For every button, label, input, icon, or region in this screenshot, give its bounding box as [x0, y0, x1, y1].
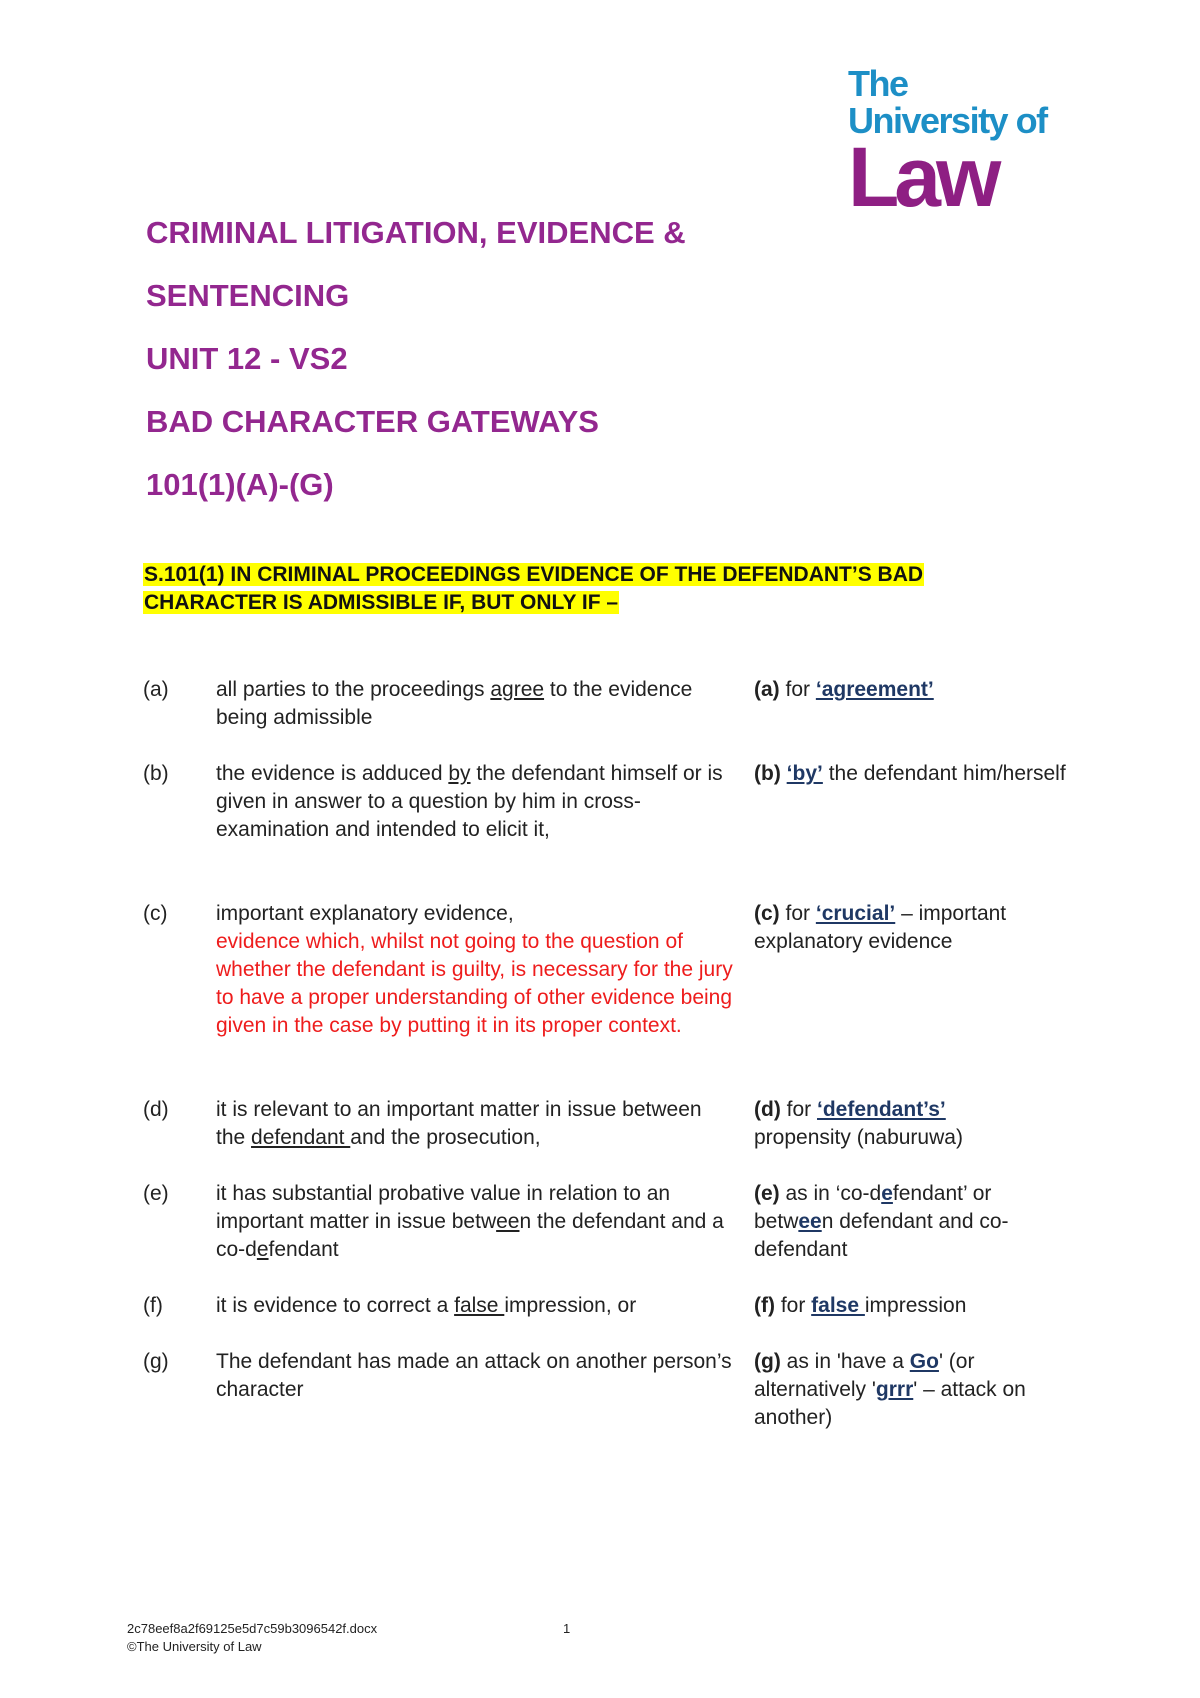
- gateway-row-e: [143, 1180, 1073, 1292]
- gateway-letter: (g): [143, 1350, 169, 1373]
- text-part: important explanatory evidence,: [216, 902, 514, 925]
- text-underlined: e: [256, 1238, 269, 1261]
- mnemonic-key: ‘by’: [786, 762, 823, 785]
- gateway-text: [216, 1348, 736, 1404]
- gateway-list: [143, 676, 1073, 1432]
- gateway-text: [216, 1180, 736, 1264]
- mnemonic-part: for: [779, 678, 816, 701]
- mnemonic-part: n defendant and co-defendant: [754, 1210, 1009, 1261]
- gateway-mnemonic: [754, 760, 1074, 788]
- gateway-row-c: [143, 900, 1073, 1096]
- text-underlined: ee: [496, 1210, 520, 1233]
- gateway-mnemonic: [754, 1180, 1074, 1264]
- text-part: the defendant himself or is given in answer to a question by him in cross-examination and intended to elicit it,: [216, 762, 723, 841]
- gateway-letter: (e): [143, 1182, 169, 1205]
- gateway-mnemonic: [754, 1348, 1074, 1432]
- text-part: impression, or: [504, 1294, 637, 1317]
- mnemonic-part: as in ‘co-d: [779, 1182, 882, 1205]
- mnemonic-part: fendant’ or betw: [754, 1182, 992, 1233]
- university-of-law-logo: [848, 63, 1047, 224]
- title-line-2: SENTENCING: [146, 278, 350, 313]
- gateway-letter: (c): [143, 902, 168, 925]
- title-line-1: CRIMINAL LITIGATION, EVIDENCE &: [146, 215, 686, 250]
- page-footer: [127, 1620, 571, 1656]
- heading-line-1: S.101(1) IN CRIMINAL PROCEEDINGS EVIDENCE OF THE DEFENDANT’S BAD: [144, 563, 924, 586]
- mnemonic-label: (b): [754, 762, 781, 785]
- footer-filename: 2c78eef8a2f69125e5d7c59b3096542f.docx: [127, 1621, 378, 1636]
- text-underlined: false: [454, 1294, 505, 1317]
- mnemonic-label: (a): [754, 678, 780, 701]
- gateway-text: [216, 760, 736, 844]
- text-underlined: defendant: [251, 1126, 351, 1149]
- mnemonic-key: grrr: [875, 1378, 914, 1401]
- mnemonic-part: as in 'have a: [780, 1350, 910, 1373]
- mnemonic-key: ‘defendant’s’: [817, 1098, 946, 1121]
- gateway-letter: (a): [143, 678, 169, 701]
- text-part: it is evidence to correct a: [216, 1294, 455, 1317]
- text-part: and the prosecution,: [350, 1126, 541, 1149]
- title-line-3: UNIT 12 - VS2: [146, 341, 348, 376]
- page-number: 1: [563, 1621, 571, 1636]
- gateway-letter: (d): [143, 1098, 169, 1121]
- mnemonic-part: ' (or alternatively ': [754, 1350, 975, 1401]
- text-part: to the evidence being admissible: [216, 678, 693, 729]
- logo-university-of: University of: [848, 100, 1047, 141]
- gateway-row-f: [143, 1292, 1073, 1348]
- title-line-4: BAD CHARACTER GATEWAYS: [146, 404, 599, 439]
- gateway-mnemonic: [754, 1096, 1074, 1152]
- text-part: it has substantial probative value in relation to an important matter in issue betw: [216, 1182, 671, 1233]
- gateway-row-b: [143, 760, 1073, 900]
- mnemonic-label: (c): [754, 902, 780, 925]
- mnemonic-label: (f): [754, 1294, 775, 1317]
- mnemonic-key: e: [881, 1182, 893, 1205]
- gateway-row-d: [143, 1096, 1073, 1180]
- text-underlined: agree: [490, 678, 545, 701]
- mnemonic-label: (d): [754, 1098, 781, 1121]
- gateway-mnemonic: [754, 676, 1074, 704]
- footer-copyright: ©The University of Law: [127, 1639, 262, 1654]
- gateway-text: [216, 1292, 736, 1320]
- gateway-text: [216, 1096, 736, 1152]
- logo-the: The: [848, 63, 908, 104]
- mnemonic-part: for: [780, 1098, 818, 1121]
- mnemonic-key: false: [811, 1294, 865, 1317]
- mnemonic-label: (e): [754, 1182, 780, 1205]
- section-heading: [143, 561, 1073, 617]
- mnemonic-key: ee: [798, 1210, 822, 1233]
- gateway-text: [216, 900, 736, 1040]
- heading-line-2: CHARACTER IS ADMISSIBLE IF, BUT ONLY IF –: [144, 591, 619, 614]
- document-title: [146, 216, 686, 531]
- gateway-text: [216, 676, 736, 732]
- mnemonic-part: the defendant him/herself: [822, 762, 1066, 785]
- gateway-row-g: [143, 1348, 1073, 1432]
- mnemonic-part: ' – attack on another): [754, 1378, 1026, 1429]
- mnemonic-key: Go: [909, 1350, 939, 1373]
- text-part: all parties to the proceedings: [216, 678, 491, 701]
- gateway-mnemonic: [754, 1292, 1074, 1320]
- mnemonic-part: impression: [864, 1294, 967, 1317]
- gateway-letter: (b): [143, 762, 169, 785]
- gateway-letter: (f): [143, 1294, 163, 1317]
- text-part: n the defendant and a co-d: [216, 1210, 724, 1261]
- mnemonic-label: (g): [754, 1350, 781, 1373]
- mnemonic-key: ‘crucial’: [815, 902, 896, 925]
- text-definition-red: evidence which, whilst not going to the question of whether the defendant is guilty, is necessary for the jury to have a proper understanding of other evidence being given in the case by putting it in its proper context.: [216, 930, 733, 1037]
- title-line-5: 101(1)(A)-(G): [146, 467, 334, 502]
- text-part: the evidence is adduced: [216, 762, 449, 785]
- mnemonic-part: propensity (naburuwa): [754, 1126, 963, 1149]
- logo-law: Law: [848, 130, 997, 224]
- mnemonic-part: for: [779, 902, 816, 925]
- text-part: The defendant has made an attack on another person’s character: [216, 1350, 732, 1401]
- mnemonic-key: ‘agreement’: [815, 678, 934, 701]
- text-part: fendant: [268, 1238, 339, 1261]
- text-underlined: by: [448, 762, 471, 785]
- text-part: it is relevant to an important matter in issue between the: [216, 1098, 702, 1149]
- gateway-row-a: [143, 676, 1073, 760]
- gateway-mnemonic: [754, 900, 1074, 956]
- mnemonic-part: – important explanatory evidence: [754, 902, 1007, 953]
- mnemonic-part: for: [774, 1294, 812, 1317]
